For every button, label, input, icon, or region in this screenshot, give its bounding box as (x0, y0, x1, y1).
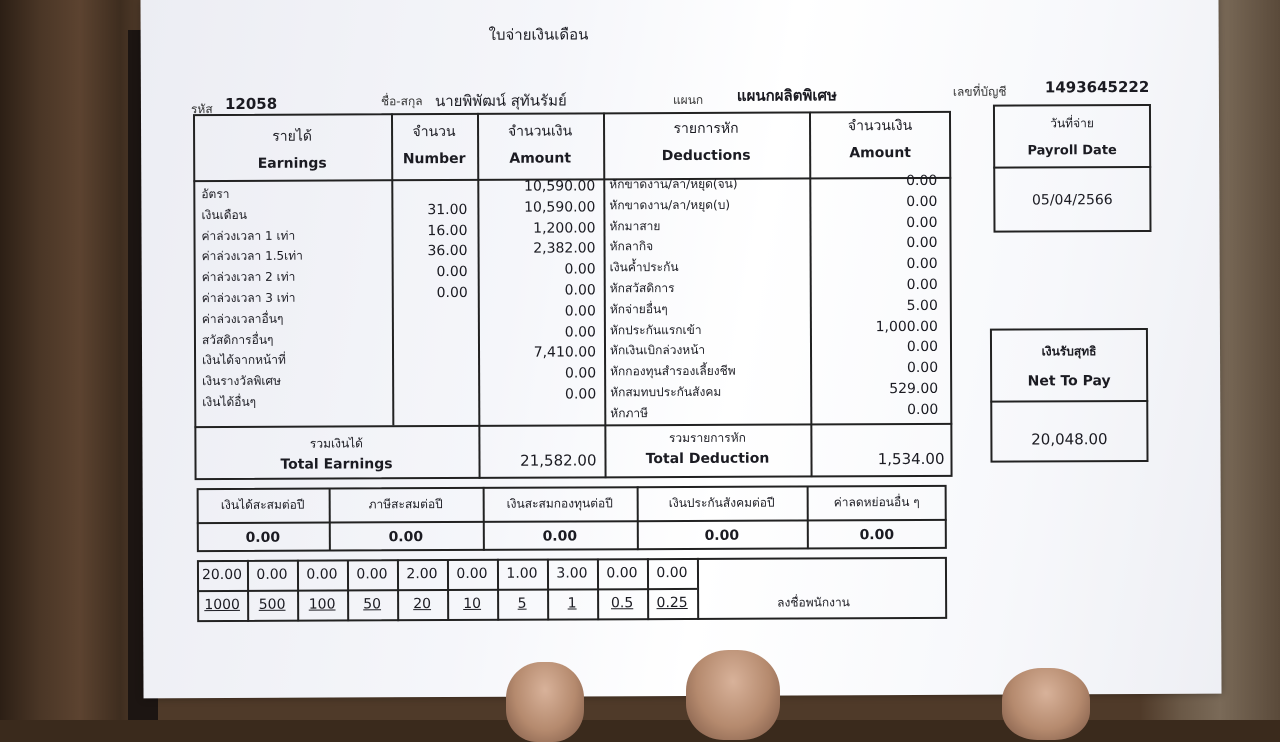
denomination-count: 3.00 (547, 565, 597, 581)
accumulated-value: 0.00 (197, 530, 329, 547)
denomination-label: 500 (247, 597, 297, 613)
employee-name: นายพิพัฒน์ สุทันรัมย์ (435, 88, 567, 113)
deduction-amount: 5.00 (810, 296, 938, 317)
total-earnings-value: 21,582.00 (478, 451, 596, 470)
denomination-label: 1 (547, 595, 597, 611)
deduction-amount: 0.00 (810, 254, 938, 275)
denomination-count: 0.00 (247, 567, 297, 583)
finger (506, 662, 584, 742)
accumulated-value: 0.00 (807, 527, 947, 544)
deduction-label: หักลากิจ (610, 237, 654, 258)
deduction-amount-header: จำนวนเงิน Amount (809, 113, 951, 168)
deduction-label: หักภาษี (610, 403, 648, 424)
denomination-count: 1.00 (497, 566, 547, 582)
deduction-label: หักขาดงาน/ลา/หยุด(จน) (609, 174, 737, 195)
earning-label: ค่าล่วงเวลา 2 เท่า (202, 267, 296, 288)
finger (686, 650, 780, 740)
earning-label: ค่าล่วงเวลา 3 เท่า (202, 288, 296, 309)
denomination-count: 0.00 (297, 566, 347, 582)
accumulated-header: ภาษีสะสมต่อปี (329, 495, 483, 515)
earning-amount: 0.00 (478, 384, 596, 405)
denomination-count: 2.00 (397, 566, 447, 582)
deduction-amount: 529.00 (810, 379, 938, 400)
earning-amount: 7,410.00 (478, 343, 596, 364)
denomination-label: 5 (497, 596, 547, 612)
accumulated-header: เงินประกันสังคมต่อปี (637, 493, 807, 513)
deduction-label: หักกองทุนสำรองเลี้ยงชีพ (610, 361, 736, 382)
deduction-label: หักสวัสดิการ (610, 278, 675, 299)
earning-amount: 10,590.00 (477, 176, 595, 197)
payroll-date-value: 05/04/2566 (993, 192, 1151, 209)
finger (1002, 668, 1090, 740)
earning-number: 36.00 (392, 241, 468, 262)
accumulated-header: เงินสะสมกองทุนต่อปี (483, 494, 637, 514)
page-title: ใบจ่ายเงินเดือน (489, 22, 589, 46)
payslip-paper (140, 0, 1221, 698)
number-header: จำนวน Number (391, 119, 477, 173)
earning-label: ค่าล่วงเวลาอื่นๆ (202, 309, 284, 330)
deduction-label: หักประกันแรกเข้า (610, 320, 702, 341)
earning-label: ค่าล่วงเวลา 1 เท่า (201, 225, 295, 246)
amount-header: จำนวนเงิน Amount (477, 118, 603, 173)
deduction-label: หักสมทบประกันสังคม (610, 382, 721, 403)
deduction-amount: 0.00 (810, 275, 938, 296)
denomination-label: 10 (447, 596, 497, 612)
denomination-count: 0.00 (647, 565, 697, 581)
earning-label: เงินรางวัลพิเศษ (202, 371, 281, 392)
deduction-label: เงินค้ำประกัน (610, 257, 679, 278)
earning-number: 31.00 (391, 200, 467, 221)
deduction-amount: 0.00 (809, 212, 937, 233)
signature-label: ลงชื่อพนักงาน (777, 593, 850, 612)
earning-label: อัตรา (201, 184, 229, 205)
accumulated-header: เงินได้สะสมต่อปี (197, 496, 329, 516)
earning-amount: 0.00 (478, 364, 596, 385)
denomination-label: 50 (347, 596, 397, 612)
deduction-label: หักขาดงาน/ลา/หยุด(บ) (609, 195, 730, 216)
net-pay-label: เงินรับสุทธิ Net To Pay (990, 336, 1148, 397)
denomination-label: 0.5 (597, 595, 647, 611)
earning-number: 16.00 (391, 221, 467, 242)
employee-dept: แผนกผลิตพิเศษ (737, 83, 837, 107)
deduction-amount: 0.00 (810, 358, 938, 379)
net-pay-value: 20,048.00 (990, 430, 1148, 449)
account-label: เลขที่บัญชี (953, 83, 1007, 102)
denomination-count: 0.00 (347, 566, 397, 582)
deduction-amount: 1,000.00 (810, 316, 938, 337)
earning-number: 0.00 (392, 262, 468, 283)
deduction-amount: 0.00 (810, 400, 938, 421)
earning-label: เงินเดือน (201, 205, 247, 226)
deduction-amount: 0.00 (809, 171, 937, 192)
earning-amount: 10,590.00 (477, 197, 595, 218)
denomination-count: 20.00 (197, 567, 247, 583)
denomination-label: 1000 (197, 597, 247, 613)
denomination-count: 0.00 (447, 566, 497, 582)
deduction-label: หักมาสาย (609, 216, 660, 237)
earning-label: ค่าล่วงเวลา 1.5เท่า (202, 246, 303, 267)
denomination-label: 100 (297, 596, 347, 612)
deduction-label: หักจ่ายอื่นๆ (610, 299, 668, 320)
denomination-count: 0.00 (597, 565, 647, 581)
earning-amount: 1,200.00 (477, 218, 595, 239)
deduction-amount: 0.00 (810, 337, 938, 358)
earning-label: สวัสดิการอื่นๆ (202, 329, 274, 350)
total-deduction-label: รวมรายการหัก Total Deduction (604, 427, 810, 470)
name-label: ชื่อ-สกุล (381, 92, 423, 111)
total-earnings-label: รวมเงินได้ Total Earnings (194, 433, 478, 476)
earning-amount: 0.00 (478, 260, 596, 281)
earning-amount: 0.00 (478, 280, 596, 301)
denomination-label: 20 (397, 596, 447, 612)
payroll-date-label: วันที่จ่าย Payroll Date (993, 110, 1151, 165)
earning-amount: 0.00 (478, 301, 596, 322)
earnings-header: รายได้ Earnings (193, 123, 391, 178)
accumulated-value: 0.00 (637, 527, 807, 544)
total-deduction-value: 1,534.00 (810, 450, 944, 469)
deductions-header: รายการหัก Deductions (603, 115, 809, 170)
employee-code: 12058 (225, 95, 277, 113)
accumulated-value: 0.00 (483, 528, 637, 545)
code-label: รหัส (191, 100, 213, 119)
deduction-label: หักเงินเบิกล่วงหน้า (610, 340, 705, 361)
deduction-amount: 0.00 (810, 233, 938, 254)
earning-amount: 0.00 (478, 322, 596, 343)
dept-label: แผนก (673, 91, 703, 110)
denomination-label: 0.25 (647, 595, 697, 611)
account-number: 1493645222 (1045, 78, 1149, 96)
earning-label: เงินได้จากหน้าที่ (202, 350, 286, 371)
earning-amount: 2,382.00 (478, 239, 596, 260)
deduction-amount: 0.00 (809, 192, 937, 213)
accumulated-header: ค่าลดหย่อนอื่น ๆ (807, 493, 947, 513)
earning-number: 0.00 (392, 283, 468, 304)
earning-label: เงินได้อื่นๆ (202, 392, 256, 413)
accumulated-value: 0.00 (329, 529, 483, 546)
